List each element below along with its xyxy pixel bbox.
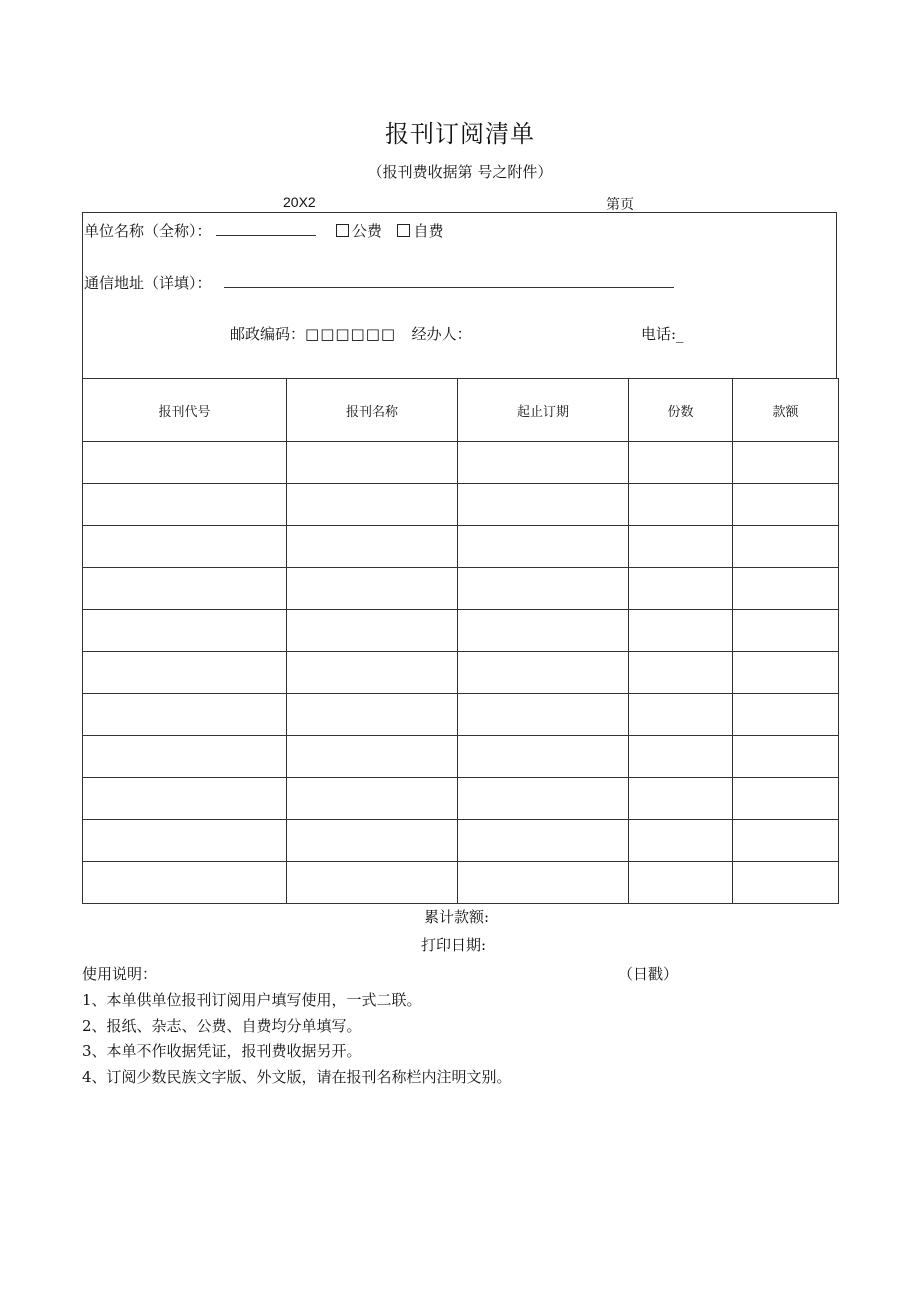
table-header-row bbox=[83, 379, 839, 442]
date-stamp-label: （日戳） bbox=[618, 965, 679, 983]
postcode-label: 邮政编码： bbox=[230, 325, 306, 343]
table-row bbox=[83, 526, 839, 568]
name-cell[interactable] bbox=[287, 484, 458, 526]
name-cell[interactable] bbox=[287, 568, 458, 610]
form-subtitle: （报刊费收据第 号之附件） bbox=[367, 163, 553, 181]
address-field[interactable] bbox=[224, 275, 674, 288]
unit-name-row bbox=[84, 220, 443, 241]
col-header-period: 起止订期 bbox=[458, 379, 629, 442]
code-cell[interactable] bbox=[83, 736, 287, 778]
code-cell[interactable] bbox=[83, 442, 287, 484]
amount-cell[interactable] bbox=[733, 484, 839, 526]
col-header-amount: 款额 bbox=[733, 379, 839, 442]
usage-note: 3、本单不作收据凭证，报刊费收据另开。 bbox=[82, 1042, 362, 1060]
usage-note: 4、订阅少数民族文字版、外文版，请在报刊名称栏内注明文别。 bbox=[82, 1067, 512, 1086]
usage-label: 使用说明： bbox=[82, 965, 158, 983]
name-cell[interactable] bbox=[287, 526, 458, 568]
address-row bbox=[84, 272, 674, 293]
table-row bbox=[83, 652, 839, 694]
name-cell[interactable] bbox=[287, 778, 458, 820]
name-cell[interactable] bbox=[287, 610, 458, 652]
table-body bbox=[83, 442, 839, 904]
handler-label: 经办人： bbox=[411, 325, 472, 343]
print-date-label: 打印日期: bbox=[421, 936, 487, 954]
period-cell[interactable] bbox=[458, 778, 629, 820]
period-cell[interactable] bbox=[458, 736, 629, 778]
usage-note: 1、本单供单位报刊订阅用户填写使用，一式二联。 bbox=[82, 991, 422, 1009]
form-title: 报刊订阅清单 bbox=[385, 120, 535, 148]
public-fee-checkbox[interactable] bbox=[336, 224, 349, 237]
period-cell[interactable] bbox=[458, 568, 629, 610]
table-row bbox=[83, 442, 839, 484]
period-cell[interactable] bbox=[458, 610, 629, 652]
copies-cell[interactable] bbox=[629, 568, 733, 610]
amount-cell[interactable] bbox=[733, 820, 839, 862]
table-row bbox=[83, 694, 839, 736]
self-fee-label: 自费 bbox=[413, 222, 444, 240]
period-cell[interactable] bbox=[458, 652, 629, 694]
code-cell[interactable] bbox=[83, 862, 287, 904]
name-cell[interactable] bbox=[287, 820, 458, 862]
copies-cell[interactable] bbox=[629, 862, 733, 904]
amount-cell[interactable] bbox=[733, 862, 839, 904]
public-fee-label: 公费 bbox=[351, 222, 382, 240]
name-cell[interactable] bbox=[287, 694, 458, 736]
self-fee-checkbox[interactable] bbox=[397, 224, 410, 237]
table-row bbox=[83, 568, 839, 610]
amount-cell[interactable] bbox=[733, 442, 839, 484]
table-row bbox=[83, 736, 839, 778]
subscription-table bbox=[82, 378, 839, 904]
copies-cell[interactable] bbox=[629, 652, 733, 694]
period-cell[interactable] bbox=[458, 862, 629, 904]
copies-cell[interactable] bbox=[629, 820, 733, 862]
table-row bbox=[83, 610, 839, 652]
copies-cell[interactable] bbox=[629, 610, 733, 652]
copies-cell[interactable] bbox=[629, 694, 733, 736]
copies-cell[interactable] bbox=[629, 736, 733, 778]
name-cell[interactable] bbox=[287, 442, 458, 484]
code-cell[interactable] bbox=[83, 778, 287, 820]
amount-cell[interactable] bbox=[733, 694, 839, 736]
unit-name-label: 单位名称（全称）： bbox=[84, 222, 212, 240]
col-header-name: 报刊名称 bbox=[287, 379, 458, 442]
phone-label: 电话:_ bbox=[641, 325, 684, 343]
table-row bbox=[83, 862, 839, 904]
amount-cell[interactable] bbox=[733, 610, 839, 652]
postcode-boxes[interactable]: □□□□□□ bbox=[305, 325, 397, 343]
period-cell[interactable] bbox=[458, 694, 629, 736]
copies-cell[interactable] bbox=[629, 778, 733, 820]
col-header-copies: 份数 bbox=[629, 379, 733, 442]
usage-notes bbox=[82, 988, 512, 1090]
name-cell[interactable] bbox=[287, 652, 458, 694]
table-row bbox=[83, 820, 839, 862]
total-amount-label: 累计款额: bbox=[424, 908, 490, 926]
code-cell[interactable] bbox=[83, 526, 287, 568]
amount-cell[interactable] bbox=[733, 526, 839, 568]
period-cell[interactable] bbox=[458, 526, 629, 568]
code-cell[interactable] bbox=[83, 694, 287, 736]
copies-cell[interactable] bbox=[629, 442, 733, 484]
table-row bbox=[83, 778, 839, 820]
code-cell[interactable] bbox=[83, 568, 287, 610]
col-header-code: 报刊代号 bbox=[83, 379, 287, 442]
address-label: 通信地址（详填）： bbox=[84, 274, 212, 292]
copies-cell[interactable] bbox=[629, 484, 733, 526]
code-cell[interactable] bbox=[83, 484, 287, 526]
amount-cell[interactable] bbox=[733, 736, 839, 778]
table-row bbox=[83, 484, 839, 526]
code-cell[interactable] bbox=[83, 820, 287, 862]
name-cell[interactable] bbox=[287, 862, 458, 904]
page-label: 第页 bbox=[606, 197, 634, 213]
period-cell[interactable] bbox=[458, 484, 629, 526]
postcode-row bbox=[230, 323, 472, 344]
period-cell[interactable] bbox=[458, 820, 629, 862]
unit-name-field[interactable] bbox=[216, 223, 316, 236]
year-label: 20X2 bbox=[283, 194, 316, 210]
period-cell[interactable] bbox=[458, 442, 629, 484]
usage-note: 2、报纸、杂志、公费、自费均分单填写。 bbox=[82, 1016, 362, 1035]
amount-cell[interactable] bbox=[733, 652, 839, 694]
code-cell[interactable] bbox=[83, 652, 287, 694]
code-cell[interactable] bbox=[83, 610, 287, 652]
copies-cell[interactable] bbox=[629, 526, 733, 568]
amount-cell[interactable] bbox=[733, 778, 839, 820]
name-cell[interactable] bbox=[287, 736, 458, 778]
amount-cell[interactable] bbox=[733, 568, 839, 610]
